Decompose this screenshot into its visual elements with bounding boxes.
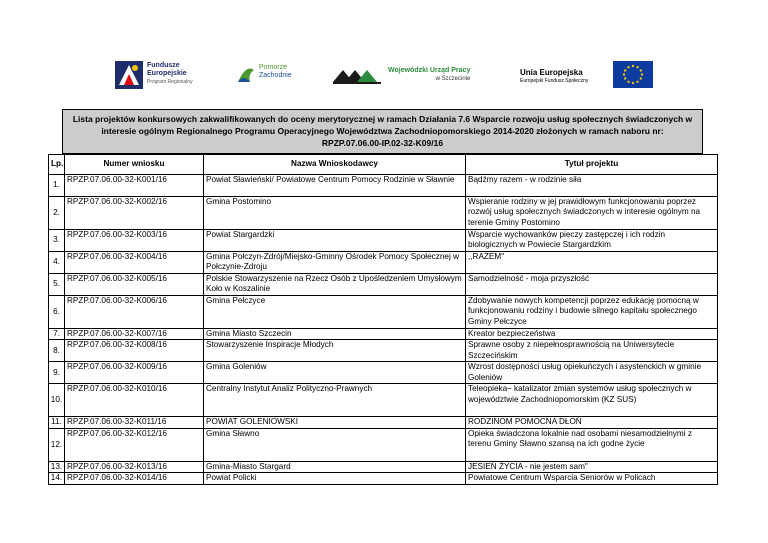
row-tytul-projektu: Opieka świadczona lokalnie nad osobami niesamodzielnymi z terenu Gminy Sławno szansą na ich godne życie: [466, 428, 718, 461]
row-lp: 7.: [49, 329, 65, 340]
wup-emblem-icon: [333, 64, 383, 86]
row-numer-wniosku: RPZP.07.06.00-32-K005/16: [65, 274, 204, 296]
row-nazwa-wnioskodawcy: Gmina Postomino: [204, 197, 466, 230]
pomorze-zachodnie-logo: [235, 58, 305, 92]
row-tytul-projektu: RODZINOM POMOCNA DŁOŃ: [466, 417, 718, 428]
row-tytul-projektu: Wsparcie wychowanków pieczy zastępczej i ich rodzin biologicznych w Powiecie Stargardzkim: [466, 230, 718, 252]
row-numer-wniosku: RPZP.07.06.00-32-K004/16: [65, 252, 204, 274]
ue-text: Unia Europejska Europejski Fundusz Społeczny: [520, 68, 589, 84]
row-numer-wniosku: RPZP.07.06.00-32-K001/16: [65, 175, 204, 197]
row-nazwa-wnioskodawcy: Gmina Miasto Szczecin: [204, 329, 466, 340]
table-row: [49, 230, 718, 252]
header-lp: Lp.: [49, 155, 65, 175]
table-row: [49, 175, 718, 197]
table-row: [49, 417, 718, 428]
row-lp: 6.: [49, 296, 65, 329]
document-title-box: [62, 109, 703, 154]
table-row: [49, 329, 718, 340]
row-lp: 2.: [49, 197, 65, 230]
row-tytul-projektu: Wzrost dostępności usług opiekuńczych i asystenckich w gminie Goleniów: [466, 362, 718, 384]
row-nazwa-wnioskodawcy: Gmina-Miasto Stargard: [204, 461, 466, 472]
row-nazwa-wnioskodawcy: Powiat Sławieński/ Powiatowe Centrum Pomocy Rodzinie w Sławnie: [204, 175, 466, 197]
row-tytul-projektu: Powiatowe Centrum Wsparcia Seniorów w Policach: [466, 473, 718, 484]
row-tytul-projektu: Teleopieka– katalizator zmian systemów usług społecznych w województwie Zachodniopomorskim (KZ SUS): [466, 384, 718, 417]
wup-text: Wojewódzki Urząd Pracy w Szczecinie: [388, 67, 471, 82]
row-lp: 9.: [49, 362, 65, 384]
table-row: [49, 461, 718, 472]
row-tytul-projektu: Kreator bezpieczeństwa: [466, 329, 718, 340]
row-nazwa-wnioskodawcy: Gmina Pełczyce: [204, 296, 466, 329]
table-row: [49, 428, 718, 461]
fe-text: Fundusze Europejskie Program Regionalny: [147, 62, 193, 85]
row-numer-wniosku: RPZP.07.06.00-32-K012/16: [65, 428, 204, 461]
header-tytul-projektu: Tytuł projektu: [466, 155, 718, 175]
row-nazwa-wnioskodawcy: Polskie Stowarzyszenie na Rzecz Osób z Upośledzeniem Umysłowym Koło w Koszalinie: [204, 274, 466, 296]
table-row: [49, 252, 718, 274]
logo-bar: [0, 58, 768, 94]
row-lp: 11.: [49, 417, 65, 428]
row-nazwa-wnioskodawcy: Gmina Goleniów: [204, 362, 466, 384]
row-nazwa-wnioskodawcy: POWIAT GOLENIOWSKI: [204, 417, 466, 428]
table-row: [49, 473, 718, 484]
projects-table: [48, 154, 718, 485]
row-numer-wniosku: RPZP.07.06.00-32-K009/16: [65, 362, 204, 384]
row-tytul-projektu: Samodzielność - moja przyszłość: [466, 274, 718, 296]
row-lp: 14.: [49, 473, 65, 484]
row-lp: 5.: [49, 274, 65, 296]
table-row: [49, 384, 718, 417]
table-row: [49, 274, 718, 296]
table-row: [49, 340, 718, 362]
row-numer-wniosku: RPZP.07.06.00-32-K014/16: [65, 473, 204, 484]
eu-flag-icon: [613, 61, 653, 88]
row-numer-wniosku: RPZP.07.06.00-32-K002/16: [65, 197, 204, 230]
unia-europejska-logo: [520, 58, 650, 92]
row-nazwa-wnioskodawcy: Centralny Instytut Analiz Polityczno-Prawnych: [204, 384, 466, 417]
pomorze-emblem-icon: [235, 62, 257, 86]
row-nazwa-wnioskodawcy: Gmina Sławno: [204, 428, 466, 461]
row-lp: 8.: [49, 340, 65, 362]
wup-logo: [333, 58, 483, 92]
row-lp: 1.: [49, 175, 65, 197]
row-numer-wniosku: RPZP.07.06.00-32-K007/16: [65, 329, 204, 340]
row-numer-wniosku: RPZP.07.06.00-32-K003/16: [65, 230, 204, 252]
row-tytul-projektu: Zdobywanie nowych kompetencji poprzez edukację pomocną w funkcjonowaniu rodziny i budowie silnego kapitału społecznego Gminy Pełczyce: [466, 296, 718, 329]
table-body: [49, 175, 718, 485]
row-tytul-projektu: Sprawne osoby z niepełnosprawnością na Uniwersytecie Szczecińskim: [466, 340, 718, 362]
row-tytul-projektu: Bądźmy razem - w rodzinie siła: [466, 175, 718, 197]
row-nazwa-wnioskodawcy: Stowarzyszenie Inspiracje Młodych: [204, 340, 466, 362]
row-lp: 13.: [49, 461, 65, 472]
row-numer-wniosku: RPZP.07.06.00-32-K011/16: [65, 417, 204, 428]
table-row: [49, 362, 718, 384]
row-numer-wniosku: RPZP.07.06.00-32-K006/16: [65, 296, 204, 329]
table-header-row: [49, 155, 718, 175]
row-nazwa-wnioskodawcy: Gmina Połczyn-Zdrój/Miejsko-Gminny Ośrodek Pomocy Społecznej w Połczynie-Zdroju: [204, 252, 466, 274]
row-lp: 10.: [49, 384, 65, 417]
row-nazwa-wnioskodawcy: Powiat Stargardzki: [204, 230, 466, 252]
document-title: Lista projektów konkursowych zakwalifikowanych do oceny merytorycznej w ramach Działania 7.6 Wsparcie rozwoju usług społecznych świadczonych w interesie ogólnym Regionalnego Programu Operacyjnego Województwa Zachodniopomorskiego 2014-2020 złożonych w ramach naboru nr: RPZP.07.06.00-IP.02-32-K09/16: [72, 114, 693, 148]
row-numer-wniosku: RPZP.07.06.00-32-K013/16: [65, 461, 204, 472]
fundusze-europejskie-logo: [115, 58, 205, 92]
row-tytul-projektu: ,,RAZEM": [466, 252, 718, 274]
row-numer-wniosku: RPZP.07.06.00-32-K010/16: [65, 384, 204, 417]
table-row: [49, 197, 718, 230]
row-tytul-projektu: Wspieranie rodziny w jej prawidłowym funkcjonowaniu poprzez rozwój usług społecznych świadczonych w interesie ogólnym na terenie Gminy Postomino: [466, 197, 718, 230]
row-tytul-projektu: JESIEŃ ŻYCIA - nie jestem sam": [466, 461, 718, 472]
row-lp: 3.: [49, 230, 65, 252]
fe-emblem-icon: [115, 61, 143, 89]
pz-text: Pomorze Zachodnie: [259, 64, 292, 79]
row-nazwa-wnioskodawcy: Powiat Policki: [204, 473, 466, 484]
header-nazwa-wnioskodawcy: Nazwa Wnioskodawcy: [204, 155, 466, 175]
header-numer-wniosku: Numer wniosku: [65, 155, 204, 175]
row-lp: 4.: [49, 252, 65, 274]
table-row: [49, 296, 718, 329]
row-numer-wniosku: RPZP.07.06.00-32-K008/16: [65, 340, 204, 362]
row-lp: 12.: [49, 428, 65, 461]
